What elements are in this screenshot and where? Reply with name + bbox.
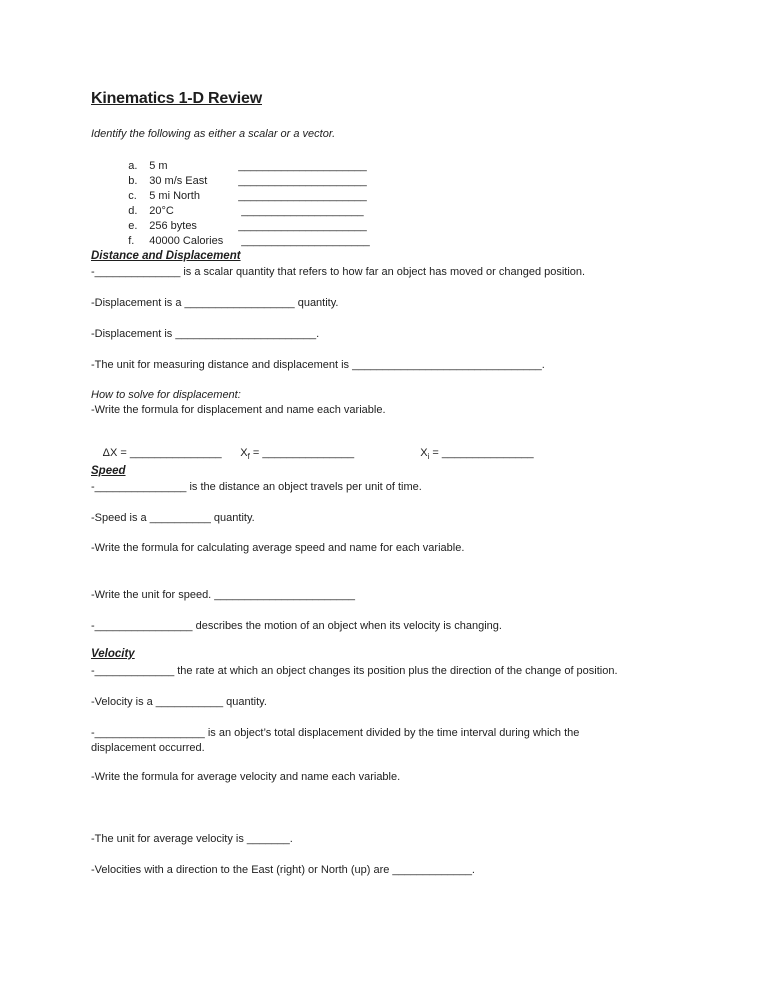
distance-statement-3: -Displacement is _______________________. — [91, 328, 320, 340]
item-letter: a. — [128, 160, 138, 172]
howto-displacement-instruction: -Write the formula for displacement and name each variable. — [91, 404, 386, 416]
item-letter: f. — [128, 235, 135, 247]
velocity-statement-2: -Velocity is a ___________ quantity. — [91, 696, 267, 708]
x-final-blank: _______________ — [262, 447, 355, 459]
x-initial-subscript: i — [427, 452, 430, 462]
list-item-a — [116, 147, 367, 172]
section-heading-velocity: Velocity — [91, 648, 135, 660]
intro-prompt: Identify the following as either a scalar or a vector. — [91, 128, 336, 140]
x-initial-base: X — [420, 447, 428, 459]
section-heading-speed: Speed — [91, 465, 126, 477]
speed-statement-2: -Speed is a __________ quantity. — [91, 512, 255, 524]
item-text: 20°C — [149, 205, 174, 217]
item-letter: c. — [128, 190, 137, 202]
delta-x-blank: _______________ — [129, 447, 222, 459]
section-heading-distance: Distance and Displacement — [91, 250, 241, 262]
list-item-e — [116, 207, 367, 232]
velocity-statement-3: -__________________ is an object’s total displacement divided by the time interval during which the — [91, 727, 580, 739]
item-letter: d. — [128, 205, 138, 217]
formula-x-final — [228, 434, 355, 462]
velocity-statement-5: -The unit for average velocity is _______. — [91, 833, 293, 845]
item-answer-blank: _____________________ — [238, 220, 367, 232]
velocity-statement-1: -_____________ the rate at which an object changes its position plus the direction of the change of position. — [91, 665, 618, 677]
velocity-statement-3-wrap: displacement occurred. — [91, 742, 205, 754]
distance-statement-1: -______________ is a scalar quantity that refers to how far an object has moved or changed position. — [91, 266, 586, 278]
item-text: 5 mi North — [149, 190, 200, 202]
distance-statement-2: -Displacement is a __________________ quantity. — [91, 297, 339, 309]
x-initial-blank: _______________ — [441, 447, 534, 459]
list-item-b — [116, 162, 367, 187]
item-letter: b. — [128, 175, 138, 187]
item-answer-blank: _____________________ — [241, 235, 370, 247]
item-answer-blank: _____________________ — [238, 190, 367, 202]
item-letter: e. — [128, 220, 138, 232]
item-text: 256 bytes — [149, 220, 197, 232]
item-text: 40000 Calories — [149, 235, 224, 247]
item-text: 5 m — [149, 160, 168, 172]
speed-statement-3: -Write the formula for calculating average speed and name for each variable. — [91, 542, 465, 554]
distance-statement-4: -The unit for measuring distance and displacement is _______________________________. — [91, 359, 545, 371]
item-answer-blank: _____________________ — [238, 175, 367, 187]
formula-x-initial — [408, 434, 534, 462]
x-final-base: X — [240, 447, 248, 459]
x-final-subscript: f — [247, 452, 250, 462]
howto-displacement-label: How to solve for displacement: — [91, 389, 241, 401]
list-item-d — [116, 190, 367, 217]
formula-delta-x — [91, 434, 222, 459]
page-title: Kinematics 1-D Review — [91, 90, 262, 107]
x-initial-equals: = — [429, 447, 442, 459]
item-answer-blank: _____________________ — [238, 160, 367, 172]
velocity-statement-6: -Velocities with a direction to the East (right) or North (up) are _____________. — [91, 864, 475, 876]
speed-statement-4: -Write the unit for speed. _______________________ — [91, 589, 356, 601]
list-item-c — [116, 177, 367, 202]
x-final-equals: = — [249, 447, 263, 459]
delta-x-label: ΔX = — [102, 447, 130, 459]
speed-statement-1: -_______________ is the distance an object travels per unit of time. — [91, 481, 422, 493]
list-item-f — [116, 222, 370, 247]
velocity-statement-4: -Write the formula for average velocity and name each variable. — [91, 771, 401, 783]
item-text: 30 m/s East — [149, 175, 208, 187]
speed-statement-5: -________________ describes the motion of an object when its velocity is changing. — [91, 620, 502, 632]
item-answer-blank: ____________________ — [241, 205, 364, 217]
